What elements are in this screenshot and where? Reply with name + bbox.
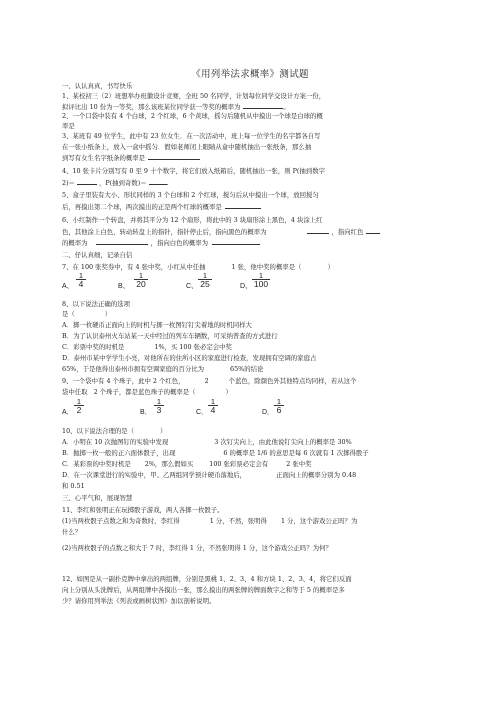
q2-line-1: 2、一个口袋中装有 4 个白球，2 个红球，6 个黄球，摇匀后随机从中摸出一个球是白球的概 xyxy=(62,112,323,120)
q7-option-c-fraction: 1 25 xyxy=(196,272,214,289)
q8-option-d: D．泰州市某中学学生小亮，对他所在的住所小区的家庭进行检查，发现拥有空调的家庭占 xyxy=(62,354,317,362)
q9-option-c-fraction: 1 4 xyxy=(206,398,220,415)
q7-option-a-fraction: 1 4 xyxy=(74,272,88,289)
q9-option-b-label: B． xyxy=(140,409,152,416)
q10-option-c: C．某彩票的中奖时机是 2%，那么假如买 100 张彩票必定会有 2 张中奖 xyxy=(62,460,312,468)
q9-stem: 9、一个袋中有 4 个珠子，此中 2 个红色， 2 个蓝色，除颜色外其他特点均同样，若从这个 xyxy=(62,377,357,385)
q9-option-b-fraction: 1 3 xyxy=(152,398,166,415)
q7-option-d-fraction: 1 100 xyxy=(253,271,269,289)
answer-blank xyxy=(96,238,148,245)
page-title: 《用列举法求概率》测试题 xyxy=(191,69,309,80)
q12-line-3: 少？请你用列举法《列表或画树状图》加以剖析说明。 xyxy=(62,597,216,605)
section-3-heading: 三、心平气和，展现智慧 xyxy=(62,494,133,502)
q3-line-1: 3、某班有 49 位学生，此中有 23 位女生．在一次活动中，班上每一位学生的名字都各自写 xyxy=(62,132,321,140)
q9-option-a-fraction: 1 2 xyxy=(72,398,86,415)
q4-line-2: 2)＝ ，P(抽到奇数)＝ . xyxy=(62,179,169,187)
q11-part-1-2: 什么？ xyxy=(62,528,82,536)
answer-blank xyxy=(148,153,200,160)
q8-option-c: C．彩票中奖的时机是 1%，买 100 张必定会中奖 xyxy=(62,343,232,351)
q6-line-3: 的概率为 ，指向白色的概率为 xyxy=(62,238,260,247)
q7-option-b-fraction: 1 20 xyxy=(132,272,150,289)
answer-blank xyxy=(212,238,260,245)
q11-part-2: (2)当两枚骰子的点数之和大于 7 时，李红得 1 分，不然张明得 1 分，这个游戏公正吗？为何？ xyxy=(62,544,332,552)
answer-blank xyxy=(366,227,380,234)
q10-option-d-2: 和 0.51 xyxy=(62,482,85,490)
q7-stem: 7、在 100 张奖券中，有 4 张中奖，小红从中任抽 1 张，他中奖的概率是（ ） xyxy=(62,263,334,271)
answer-blank xyxy=(149,178,167,185)
q7-option-a-label: A、 xyxy=(62,283,74,290)
q1-line-1: 1、某校初三（2）班想举办班徽设计竞赛，全班 50 名同学，计划每位同学交设计方案一份， xyxy=(62,92,326,100)
q9-option-d-fraction: 1 6 xyxy=(272,398,286,415)
q3-line-3: 到写有女生名字纸条的概率是 xyxy=(62,153,200,162)
q5-line-2: 后，再摸出第二个球，两次摸出的正是两个红球的概率是 xyxy=(62,202,261,211)
q8-option-d-2: 65%，于是他得出泰州市拥有空调家庭的百分比为 65%的结论 xyxy=(62,365,264,373)
q10-option-b: B．抛掷一枚一般的正六面体骰子，出现 6 的概率是 1/6 的意思是每 6 次就有 1 次掷得骰子 xyxy=(62,449,369,457)
q10-stem: 10、以下说法合理的是（ ） xyxy=(62,427,167,435)
section-1-heading: 一、认认真真，书写快乐 xyxy=(62,82,133,90)
q6-line-1: 6、小红制作一个转盘，并将其平分为 12 个扇形，将此中的 3 块扇形涂上黑色，4 块涂上红 xyxy=(62,216,323,224)
q10-option-d: D．在一次课堂进行的实验中，甲、乙两组同学预计硬币落地后， 正面向上的概率分别为 0.48 xyxy=(62,471,357,479)
answer-blank xyxy=(77,178,97,185)
answer-blank xyxy=(307,227,329,234)
answer-blank xyxy=(243,102,283,109)
q1-line-2: 拟评比出 10 份为一等奖，那么该班某位同学获一等奖的概率为 。 xyxy=(62,103,290,111)
q9-option-c-label: C． xyxy=(196,409,209,416)
q9-option-a-label: A． xyxy=(62,409,74,416)
q7-option-b-label: B、 xyxy=(118,283,130,290)
q12-line-1: 12、如图是从一副扑克牌中拿出的两组牌，分别是黑桃 1、2、3、4 和方块 1、2、3、4，将它们反面 xyxy=(62,575,352,583)
q7-option-d-label: D、 xyxy=(240,283,253,290)
q6-line-2: 色，其他涂上白色，转动转盘上的指针，指针停止后，指向黑色的概率为 ，指向红色 xyxy=(62,227,380,236)
answer-blank xyxy=(225,202,261,209)
q8-option-a: A．掷一枚硬币正面向上的时机与掷一枚图钉钉尖着地的时机同样大 xyxy=(62,321,252,329)
q4-line-1: 4、10 张卡片分别写有 0 至 9 十个数字，将它们放入纸箱后，随机抽出一张，则 P(抽到数字 xyxy=(62,167,325,175)
q5-line-1: 5、盒子里装有大小、形状同样的 3 个白球和 2 个红球，搅匀后从中摸出一个球，放回搅匀 xyxy=(62,191,319,199)
q3-line-2: 在一张小纸条上，放入一盒中摇匀．假如老师闭上眼睛从盒中随机抽出一张纸条，那么抽 xyxy=(62,143,312,151)
q7-option-c-label: C、 xyxy=(186,283,199,290)
q9-option-d-label: D． xyxy=(262,409,275,416)
section-2-heading: 二、仔认真细，记录自信 xyxy=(62,251,133,259)
q8-option-b: B．为了认识泰州火车站某一天中经过的列车车辆数，可采纳普查的方式进行 xyxy=(62,332,278,340)
q9-stem-2: 袋中任取 2 个珠子，都是蓝色珠子的概率是（ ） xyxy=(62,388,232,396)
q11-stem: 11、李红和张明正在玩掷骰子游戏，两人各掷一枚骰子。 xyxy=(62,506,224,514)
q12-line-2: 向上分别从头洗牌后，从两组牌中各摸出一张，那么摸出的两张牌的牌面数字之和等于 5 的概率是多 xyxy=(62,586,345,594)
q2-line-2: 率是 xyxy=(62,122,75,130)
q8-stem-2: 是（ ） xyxy=(62,310,112,318)
q10-option-a: A．小明在 10 次抛图钉的实验中发现 3 次钉尖向上，由此他说钉尖向上的概率是 30% xyxy=(62,438,352,446)
q11-part-1: (1)当两枚骰子点数之和为奇数时，李红得 1 分，不然，张明得 1 分，这个游戏公正吗？为 xyxy=(62,517,358,525)
q8-stem: 8、以下说法正确的选项 xyxy=(62,300,130,308)
